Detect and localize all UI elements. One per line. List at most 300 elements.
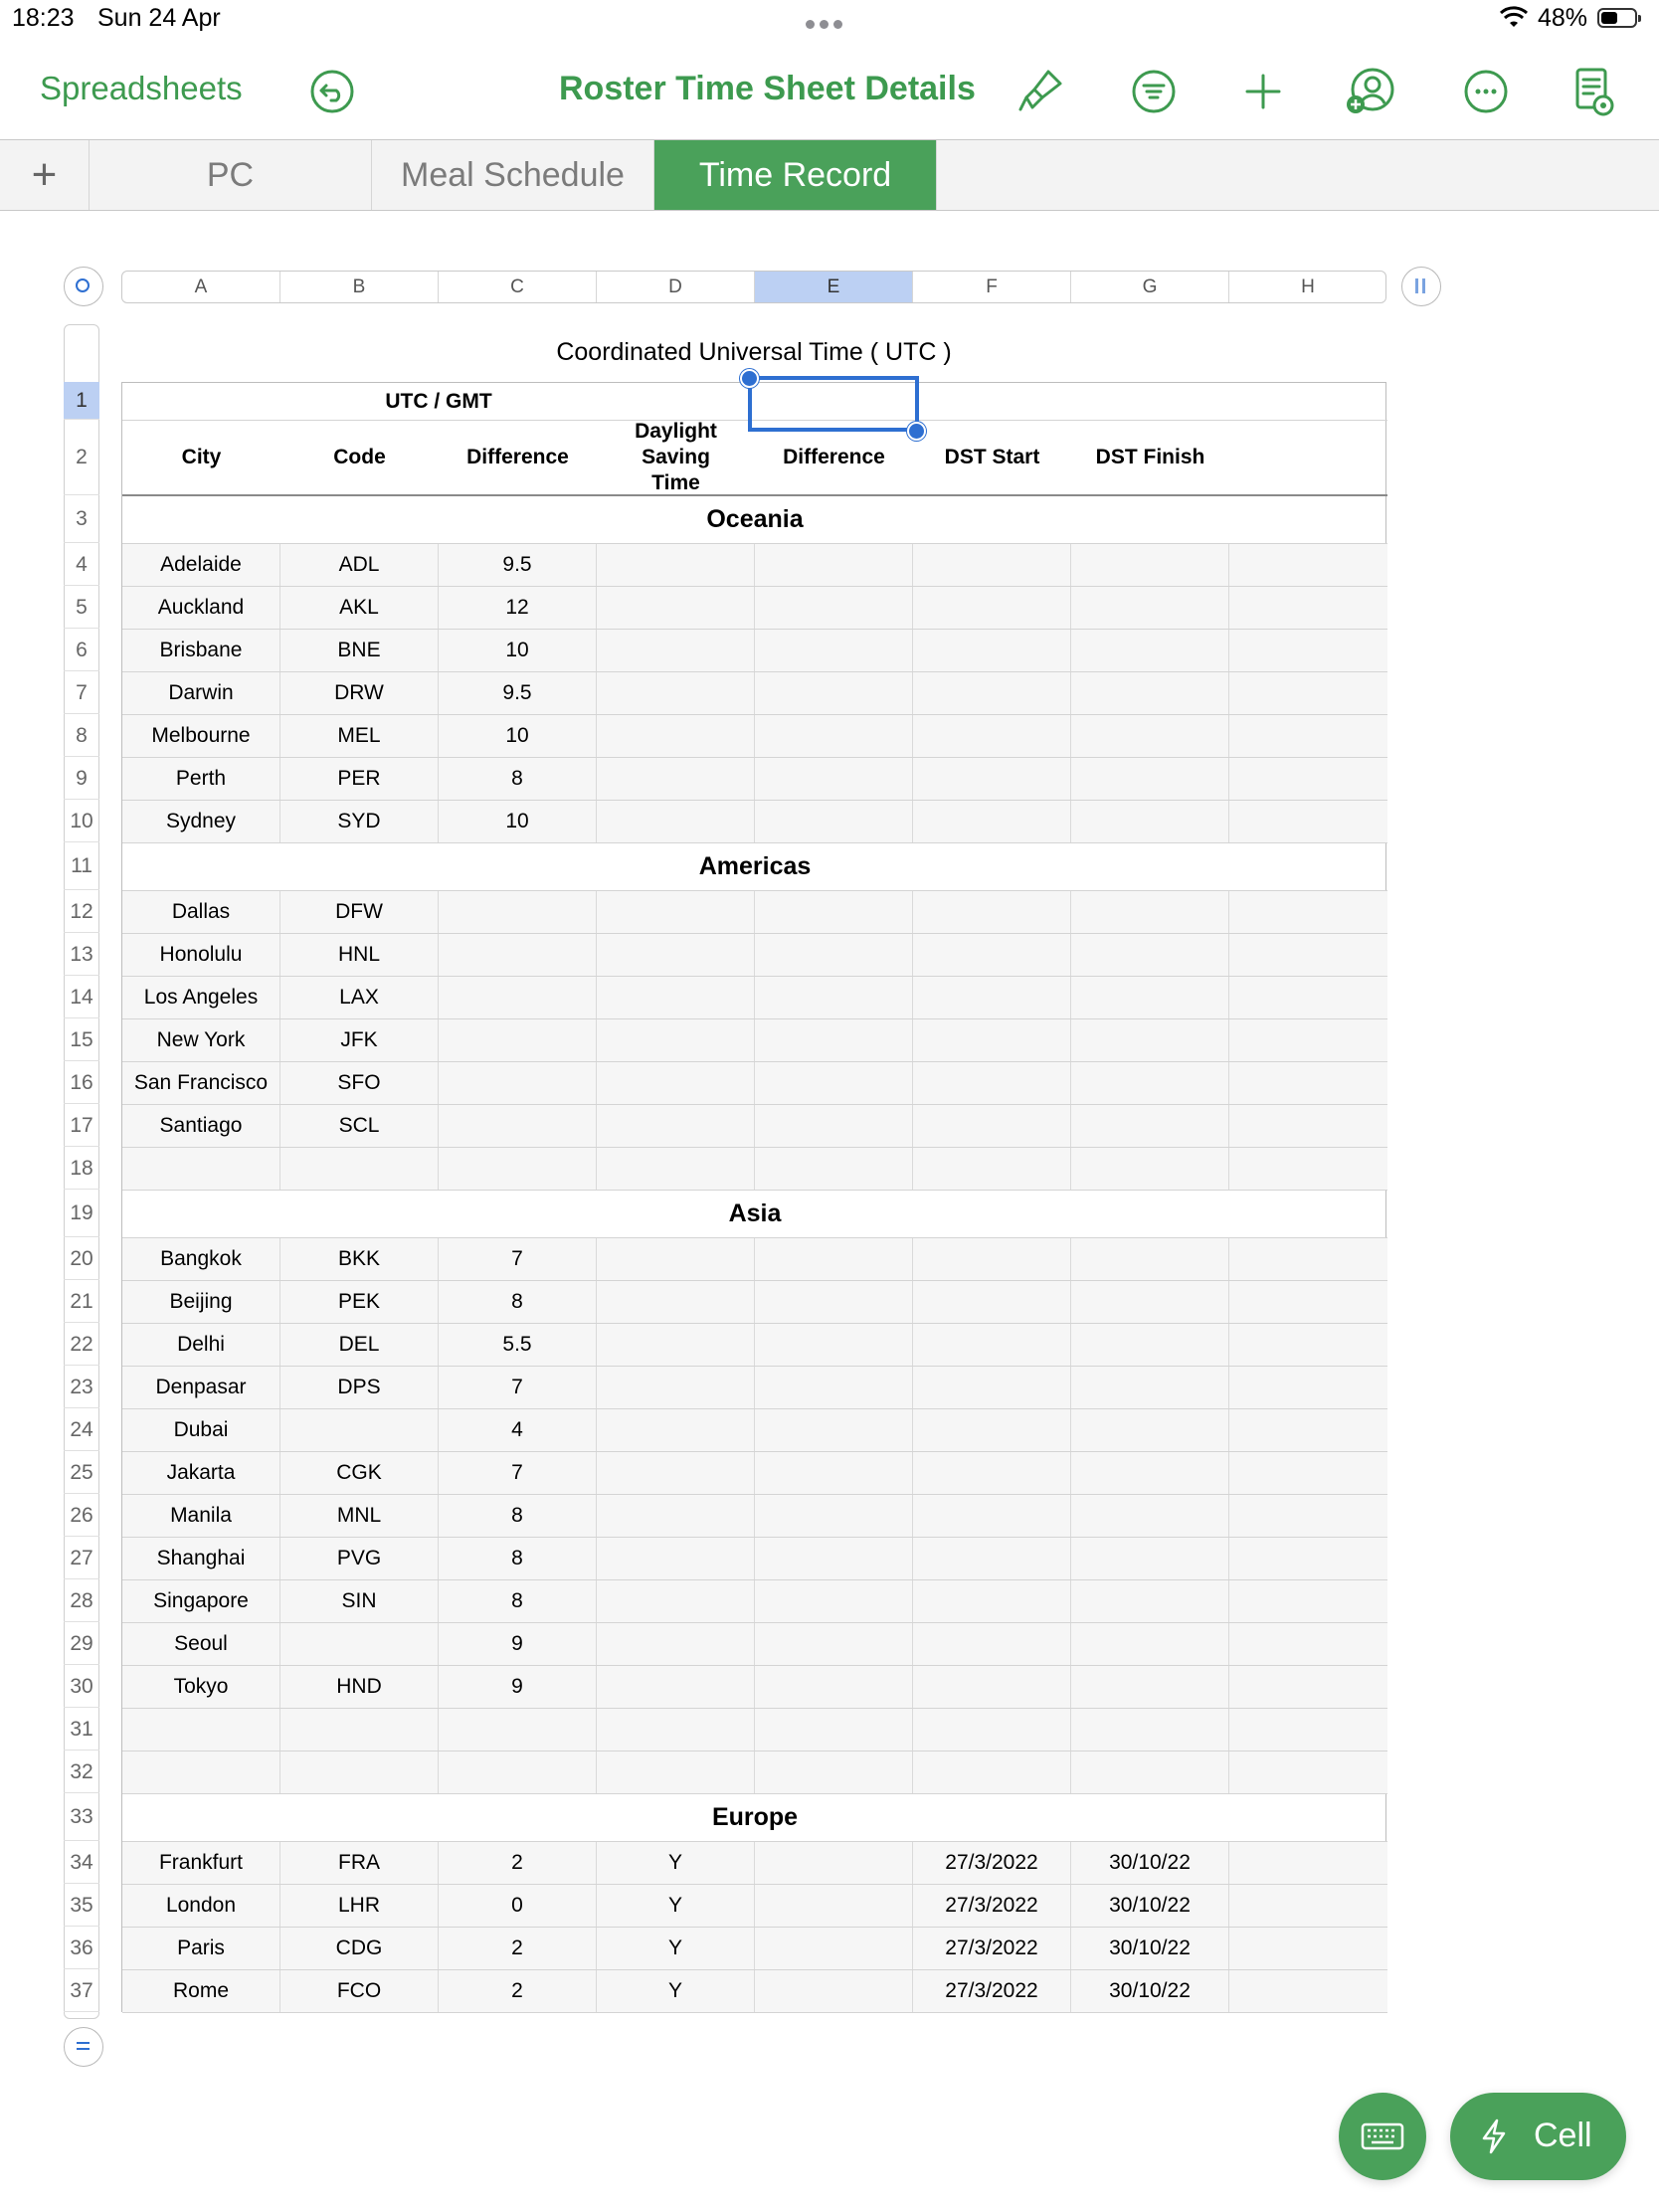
- cell-f27[interactable]: [913, 1538, 1071, 1579]
- cell-b36[interactable]: CDG: [280, 1928, 439, 1969]
- column-title-b[interactable]: Code: [333, 446, 386, 468]
- cell-d24[interactable]: [597, 1409, 755, 1451]
- keyboard-button[interactable]: [1339, 2093, 1426, 2180]
- cell-d35[interactable]: Y: [597, 1885, 755, 1927]
- section-label[interactable]: Americas: [698, 852, 812, 880]
- cell-c5[interactable]: 12: [439, 587, 597, 629]
- row-header-7[interactable]: 7: [64, 671, 99, 714]
- cell-h16[interactable]: [1229, 1062, 1387, 1104]
- cell-f20[interactable]: [913, 1238, 1071, 1280]
- cell-a34[interactable]: Frankfurt: [122, 1842, 280, 1884]
- row-header-22[interactable]: 22: [64, 1323, 99, 1366]
- section-label[interactable]: Asia: [728, 1199, 782, 1227]
- row-header-21[interactable]: 21: [64, 1280, 99, 1323]
- cell-a5[interactable]: Auckland: [122, 587, 280, 629]
- cell-e28[interactable]: [755, 1580, 913, 1622]
- cell-g35[interactable]: 30/10/22: [1071, 1885, 1229, 1927]
- section-label[interactable]: Europe: [711, 1803, 799, 1831]
- cell-f16[interactable]: [913, 1062, 1071, 1104]
- cell-d14[interactable]: [597, 977, 755, 1018]
- cell-f24[interactable]: [913, 1409, 1071, 1451]
- cell-e16[interactable]: [755, 1062, 913, 1104]
- cell-c9[interactable]: 8: [439, 758, 597, 800]
- cell-a20[interactable]: Bangkok: [122, 1238, 280, 1280]
- cell-e17[interactable]: [755, 1105, 913, 1147]
- cell-e27[interactable]: [755, 1538, 913, 1579]
- cell-b13[interactable]: HNL: [280, 934, 439, 976]
- document-title[interactable]: Roster Time Sheet Details: [559, 70, 976, 107]
- row-header-2[interactable]: 2: [64, 420, 99, 495]
- row-header-33[interactable]: 33: [64, 1793, 99, 1841]
- row-header-30[interactable]: 30: [64, 1665, 99, 1708]
- column-header-f[interactable]: F: [913, 272, 1071, 302]
- cell-h8[interactable]: [1229, 715, 1387, 757]
- cell-c31[interactable]: [439, 1709, 597, 1751]
- cell-g37[interactable]: 30/10/22: [1071, 1970, 1229, 2012]
- cell-a17[interactable]: Santiago: [122, 1105, 280, 1147]
- cell-c16[interactable]: [439, 1062, 597, 1104]
- cell-f17[interactable]: [913, 1105, 1071, 1147]
- cell-e8[interactable]: [755, 715, 913, 757]
- cell-h4[interactable]: [1229, 544, 1387, 586]
- cell-g15[interactable]: [1071, 1019, 1229, 1061]
- cell-c34[interactable]: 2: [439, 1842, 597, 1884]
- cell-g14[interactable]: [1071, 977, 1229, 1018]
- column-title-a[interactable]: City: [181, 446, 222, 468]
- cell-e37[interactable]: [755, 1970, 913, 2012]
- cell-e20[interactable]: [755, 1238, 913, 1280]
- undo-icon[interactable]: [304, 64, 360, 119]
- cell-a35[interactable]: London: [122, 1885, 280, 1927]
- cell-b21[interactable]: PEK: [280, 1281, 439, 1323]
- cell-h13[interactable]: [1229, 934, 1387, 976]
- column-title-e[interactable]: Difference: [783, 446, 885, 468]
- row-header-26[interactable]: 26: [64, 1494, 99, 1537]
- cell-f36[interactable]: 27/3/2022: [913, 1928, 1071, 1969]
- column-title-g[interactable]: DST Finish: [1095, 446, 1205, 468]
- cell-b16[interactable]: SFO: [280, 1062, 439, 1104]
- cell-e34[interactable]: [755, 1842, 913, 1884]
- cell-h21[interactable]: [1229, 1281, 1387, 1323]
- cell-d16[interactable]: [597, 1062, 755, 1104]
- cell-c21[interactable]: 8: [439, 1281, 597, 1323]
- cell-f31[interactable]: [913, 1709, 1071, 1751]
- cell-c12[interactable]: [439, 891, 597, 933]
- cell-h29[interactable]: [1229, 1623, 1387, 1665]
- cell-g4[interactable]: [1071, 544, 1229, 586]
- tab-pc[interactable]: PC: [90, 140, 372, 210]
- cell-c15[interactable]: [439, 1019, 597, 1061]
- cell-f7[interactable]: [913, 672, 1071, 714]
- add-icon[interactable]: [1235, 64, 1291, 119]
- column-resize-handle[interactable]: [1401, 267, 1441, 306]
- cell-g28[interactable]: [1071, 1580, 1229, 1622]
- cell-d31[interactable]: [597, 1709, 755, 1751]
- cell-e15[interactable]: [755, 1019, 913, 1061]
- cell-d4[interactable]: [597, 544, 755, 586]
- cell-h30[interactable]: [1229, 1666, 1387, 1708]
- cell-h7[interactable]: [1229, 672, 1387, 714]
- cell-c14[interactable]: [439, 977, 597, 1018]
- cell-h10[interactable]: [1229, 801, 1387, 842]
- cell-b29[interactable]: [280, 1623, 439, 1665]
- cell-a18[interactable]: [122, 1148, 280, 1190]
- cell-a6[interactable]: Brisbane: [122, 630, 280, 671]
- cell-c4[interactable]: 9.5: [439, 544, 597, 586]
- collaborate-icon[interactable]: [1343, 64, 1398, 119]
- cell-b12[interactable]: DFW: [280, 891, 439, 933]
- cell-a8[interactable]: Melbourne: [122, 715, 280, 757]
- cell-b28[interactable]: SIN: [280, 1580, 439, 1622]
- cell-g30[interactable]: [1071, 1666, 1229, 1708]
- row-header-6[interactable]: 6: [64, 629, 99, 671]
- cell-c30[interactable]: 9: [439, 1666, 597, 1708]
- selection-handle-bottom[interactable]: [907, 422, 926, 441]
- cell-f13[interactable]: [913, 934, 1071, 976]
- cell-f10[interactable]: [913, 801, 1071, 842]
- cell-c6[interactable]: 10: [439, 630, 597, 671]
- row-header-5[interactable]: 5: [64, 586, 99, 629]
- cell-d8[interactable]: [597, 715, 755, 757]
- cell-h28[interactable]: [1229, 1580, 1387, 1622]
- row-header-34[interactable]: 34: [64, 1841, 99, 1884]
- cell-h14[interactable]: [1229, 977, 1387, 1018]
- cell-g12[interactable]: [1071, 891, 1229, 933]
- cell-e9[interactable]: [755, 758, 913, 800]
- selection-handle-top[interactable]: [740, 369, 759, 388]
- cell-f34[interactable]: 27/3/2022: [913, 1842, 1071, 1884]
- cell-f30[interactable]: [913, 1666, 1071, 1708]
- cell-a27[interactable]: Shanghai: [122, 1538, 280, 1579]
- cell-c26[interactable]: 8: [439, 1495, 597, 1537]
- cell-e10[interactable]: [755, 801, 913, 842]
- cell-b8[interactable]: MEL: [280, 715, 439, 757]
- cell-b6[interactable]: BNE: [280, 630, 439, 671]
- add-sheet-button[interactable]: +: [0, 140, 90, 210]
- cell-g26[interactable]: [1071, 1495, 1229, 1537]
- cell-e29[interactable]: [755, 1623, 913, 1665]
- cell-d30[interactable]: [597, 1666, 755, 1708]
- row-header-31[interactable]: 31: [64, 1708, 99, 1751]
- cell-e21[interactable]: [755, 1281, 913, 1323]
- cell-f26[interactable]: [913, 1495, 1071, 1537]
- row-header-19[interactable]: 19: [64, 1190, 99, 1237]
- cell-h35[interactable]: [1229, 1885, 1387, 1927]
- cell-b9[interactable]: PER: [280, 758, 439, 800]
- cell-g36[interactable]: 30/10/22: [1071, 1928, 1229, 1969]
- cell-d29[interactable]: [597, 1623, 755, 1665]
- row-header-20[interactable]: 20: [64, 1237, 99, 1280]
- cell-c20[interactable]: 7: [439, 1238, 597, 1280]
- cell-e4[interactable]: [755, 544, 913, 586]
- cell-g25[interactable]: [1071, 1452, 1229, 1494]
- cell-b26[interactable]: MNL: [280, 1495, 439, 1537]
- cell-e6[interactable]: [755, 630, 913, 671]
- row-header-13[interactable]: 13: [64, 933, 99, 976]
- cell-a25[interactable]: Jakarta: [122, 1452, 280, 1494]
- cell-d13[interactable]: [597, 934, 755, 976]
- cell-g22[interactable]: [1071, 1324, 1229, 1366]
- spreadsheets-back-button[interactable]: Spreadsheets: [40, 70, 243, 106]
- cell-a10[interactable]: Sydney: [122, 801, 280, 842]
- cell-f32[interactable]: [913, 1751, 1071, 1793]
- cell-e7[interactable]: [755, 672, 913, 714]
- cell-f6[interactable]: [913, 630, 1071, 671]
- cell-h27[interactable]: [1229, 1538, 1387, 1579]
- cell-c36[interactable]: 2: [439, 1928, 597, 1969]
- cell-b14[interactable]: LAX: [280, 977, 439, 1018]
- header-utc-gmt[interactable]: UTC / GMT: [385, 389, 492, 413]
- cell-g10[interactable]: [1071, 801, 1229, 842]
- cell-c10[interactable]: 10: [439, 801, 597, 842]
- row-header-8[interactable]: 8: [64, 714, 99, 757]
- cell-c17[interactable]: [439, 1105, 597, 1147]
- column-title-f[interactable]: DST Start: [944, 446, 1040, 468]
- cell-h36[interactable]: [1229, 1928, 1387, 1969]
- cell-e24[interactable]: [755, 1409, 913, 1451]
- tab-meal-schedule[interactable]: Meal Schedule: [372, 140, 654, 210]
- cell-g17[interactable]: [1071, 1105, 1229, 1147]
- cell-f22[interactable]: [913, 1324, 1071, 1366]
- cell-b10[interactable]: SYD: [280, 801, 439, 842]
- cell-g7[interactable]: [1071, 672, 1229, 714]
- row-header-16[interactable]: 16: [64, 1061, 99, 1104]
- row-header-37[interactable]: 37: [64, 1969, 99, 2012]
- row-header-25[interactable]: 25: [64, 1451, 99, 1494]
- cell-d28[interactable]: [597, 1580, 755, 1622]
- format-brush-icon[interactable]: [1013, 64, 1068, 119]
- cell-g34[interactable]: 30/10/22: [1071, 1842, 1229, 1884]
- cell-g32[interactable]: [1071, 1751, 1229, 1793]
- cell-e35[interactable]: [755, 1885, 913, 1927]
- cell-h25[interactable]: [1229, 1452, 1387, 1494]
- cell-h15[interactable]: [1229, 1019, 1387, 1061]
- row-header-29[interactable]: 29: [64, 1622, 99, 1665]
- cell-b25[interactable]: CGK: [280, 1452, 439, 1494]
- cell-f12[interactable]: [913, 891, 1071, 933]
- cell-c29[interactable]: 9: [439, 1623, 597, 1665]
- column-title-c[interactable]: Difference: [466, 446, 569, 468]
- cell-h34[interactable]: [1229, 1842, 1387, 1884]
- cell-d26[interactable]: [597, 1495, 755, 1537]
- cell-a13[interactable]: Honolulu: [122, 934, 280, 976]
- cell-a32[interactable]: [122, 1751, 280, 1793]
- cell-a7[interactable]: Darwin: [122, 672, 280, 714]
- cell-h32[interactable]: [1229, 1751, 1387, 1793]
- cell-b23[interactable]: DPS: [280, 1367, 439, 1408]
- cell-f15[interactable]: [913, 1019, 1071, 1061]
- filter-icon[interactable]: [1126, 64, 1182, 119]
- cell-d5[interactable]: [597, 587, 755, 629]
- cell-g8[interactable]: [1071, 715, 1229, 757]
- cell-d23[interactable]: [597, 1367, 755, 1408]
- row-header-18[interactable]: 18: [64, 1147, 99, 1190]
- cell-f8[interactable]: [913, 715, 1071, 757]
- select-table-handle[interactable]: [64, 267, 103, 306]
- cell-h9[interactable]: [1229, 758, 1387, 800]
- cell-selection[interactable]: [748, 376, 919, 432]
- cell-g24[interactable]: [1071, 1409, 1229, 1451]
- cell-c35[interactable]: 0: [439, 1885, 597, 1927]
- cell-b34[interactable]: FRA: [280, 1842, 439, 1884]
- row-header-15[interactable]: 15: [64, 1018, 99, 1061]
- cell-c27[interactable]: 8: [439, 1538, 597, 1579]
- cell-g21[interactable]: [1071, 1281, 1229, 1323]
- cell-b4[interactable]: ADL: [280, 544, 439, 586]
- cell-b30[interactable]: HND: [280, 1666, 439, 1708]
- row-header-27[interactable]: 27: [64, 1537, 99, 1579]
- cell-d22[interactable]: [597, 1324, 755, 1366]
- cell-g27[interactable]: [1071, 1538, 1229, 1579]
- column-header-c[interactable]: C: [439, 272, 597, 302]
- cell-g18[interactable]: [1071, 1148, 1229, 1190]
- row-header-12[interactable]: 12: [64, 890, 99, 933]
- cell-a24[interactable]: Dubai: [122, 1409, 280, 1451]
- cell-f28[interactable]: [913, 1580, 1071, 1622]
- cell-g23[interactable]: [1071, 1367, 1229, 1408]
- cell-g13[interactable]: [1071, 934, 1229, 976]
- column-header-g[interactable]: G: [1071, 272, 1229, 302]
- cell-g20[interactable]: [1071, 1238, 1229, 1280]
- cell-b32[interactable]: [280, 1751, 439, 1793]
- cell-h31[interactable]: [1229, 1709, 1387, 1751]
- cell-b18[interactable]: [280, 1148, 439, 1190]
- cell-b31[interactable]: [280, 1709, 439, 1751]
- multitasking-dots-icon[interactable]: [806, 16, 847, 34]
- row-header-10[interactable]: 10: [64, 800, 99, 842]
- cell-d32[interactable]: [597, 1751, 755, 1793]
- cell-e26[interactable]: [755, 1495, 913, 1537]
- cell-e13[interactable]: [755, 934, 913, 976]
- cell-a22[interactable]: Delhi: [122, 1324, 280, 1366]
- row-header-24[interactable]: 24: [64, 1408, 99, 1451]
- cell-a14[interactable]: Los Angeles: [122, 977, 280, 1018]
- cell-e12[interactable]: [755, 891, 913, 933]
- cell-f37[interactable]: 27/3/2022: [913, 1970, 1071, 2012]
- cell-f9[interactable]: [913, 758, 1071, 800]
- cell-f21[interactable]: [913, 1281, 1071, 1323]
- cell-a37[interactable]: Rome: [122, 1970, 280, 2012]
- cell-h6[interactable]: [1229, 630, 1387, 671]
- cell-b24[interactable]: [280, 1409, 439, 1451]
- cell-f14[interactable]: [913, 977, 1071, 1018]
- cell-d20[interactable]: [597, 1238, 755, 1280]
- row-header-14[interactable]: 14: [64, 976, 99, 1018]
- cell-a16[interactable]: San Francisco: [122, 1062, 280, 1104]
- cell-f29[interactable]: [913, 1623, 1071, 1665]
- cell-a15[interactable]: New York: [122, 1019, 280, 1061]
- add-row-handle[interactable]: [64, 2027, 103, 2067]
- cell-d15[interactable]: [597, 1019, 755, 1061]
- row-header-3[interactable]: 3: [64, 495, 99, 543]
- column-header-d[interactable]: D: [597, 272, 755, 302]
- cell-d18[interactable]: [597, 1148, 755, 1190]
- cell-d27[interactable]: [597, 1538, 755, 1579]
- cell-a12[interactable]: Dallas: [122, 891, 280, 933]
- cell-c32[interactable]: [439, 1751, 597, 1793]
- cell-d25[interactable]: [597, 1452, 755, 1494]
- cell-d36[interactable]: Y: [597, 1928, 755, 1969]
- cell-e25[interactable]: [755, 1452, 913, 1494]
- more-icon[interactable]: [1458, 64, 1514, 119]
- cell-c18[interactable]: [439, 1148, 597, 1190]
- cell-b5[interactable]: AKL: [280, 587, 439, 629]
- cell-d10[interactable]: [597, 801, 755, 842]
- cell-d6[interactable]: [597, 630, 755, 671]
- row-header-28[interactable]: 28: [64, 1579, 99, 1622]
- cell-a31[interactable]: [122, 1709, 280, 1751]
- cell-d21[interactable]: [597, 1281, 755, 1323]
- cell-e31[interactable]: [755, 1709, 913, 1751]
- cell-g29[interactable]: [1071, 1623, 1229, 1665]
- row-header-4[interactable]: 4: [64, 543, 99, 586]
- cell-a28[interactable]: Singapore: [122, 1580, 280, 1622]
- cell-g9[interactable]: [1071, 758, 1229, 800]
- row-header-32[interactable]: 32: [64, 1751, 99, 1793]
- cell-a9[interactable]: Perth: [122, 758, 280, 800]
- cell-e36[interactable]: [755, 1928, 913, 1969]
- cell-a30[interactable]: Tokyo: [122, 1666, 280, 1708]
- column-title-h[interactable]: [1229, 421, 1387, 494]
- cell-e22[interactable]: [755, 1324, 913, 1366]
- cell-c28[interactable]: 8: [439, 1580, 597, 1622]
- cell-d34[interactable]: Y: [597, 1842, 755, 1884]
- cell-e30[interactable]: [755, 1666, 913, 1708]
- row-header-9[interactable]: 9: [64, 757, 99, 800]
- cell-c13[interactable]: [439, 934, 597, 976]
- column-header-e[interactable]: E: [755, 272, 913, 302]
- row-header-35[interactable]: 35: [64, 1884, 99, 1927]
- cell-b7[interactable]: DRW: [280, 672, 439, 714]
- cell-c37[interactable]: 2: [439, 1970, 597, 2012]
- cell-c8[interactable]: 10: [439, 715, 597, 757]
- cell-f25[interactable]: [913, 1452, 1071, 1494]
- cell-g6[interactable]: [1071, 630, 1229, 671]
- row-header-36[interactable]: 36: [64, 1927, 99, 1969]
- cell-a23[interactable]: Denpasar: [122, 1367, 280, 1408]
- row-header-17[interactable]: 17: [64, 1104, 99, 1147]
- cell-h5[interactable]: [1229, 587, 1387, 629]
- column-header-h[interactable]: H: [1229, 272, 1386, 302]
- cell-b37[interactable]: FCO: [280, 1970, 439, 2012]
- cell-h26[interactable]: [1229, 1495, 1387, 1537]
- section-label[interactable]: Oceania: [706, 505, 804, 533]
- cell-d37[interactable]: Y: [597, 1970, 755, 2012]
- cell-c25[interactable]: 7: [439, 1452, 597, 1494]
- cell-b22[interactable]: DEL: [280, 1324, 439, 1366]
- cell-h17[interactable]: [1229, 1105, 1387, 1147]
- column-header-a[interactable]: A: [122, 272, 280, 302]
- cell-a36[interactable]: Paris: [122, 1928, 280, 1969]
- cell-e32[interactable]: [755, 1751, 913, 1793]
- cell-b20[interactable]: BKK: [280, 1238, 439, 1280]
- cell-e23[interactable]: [755, 1367, 913, 1408]
- cell-d17[interactable]: [597, 1105, 755, 1147]
- cell-f4[interactable]: [913, 544, 1071, 586]
- document-view-icon[interactable]: [1566, 64, 1621, 119]
- cell-a21[interactable]: Beijing: [122, 1281, 280, 1323]
- cell-b15[interactable]: JFK: [280, 1019, 439, 1061]
- cell-e18[interactable]: [755, 1148, 913, 1190]
- column-title-d[interactable]: Daylight Saving Time: [635, 420, 717, 494]
- cell-c24[interactable]: 4: [439, 1409, 597, 1451]
- row-header-11[interactable]: 11: [64, 842, 99, 890]
- cell-f35[interactable]: 27/3/2022: [913, 1885, 1071, 1927]
- cell-c23[interactable]: 7: [439, 1367, 597, 1408]
- row-header-1[interactable]: 1: [64, 382, 99, 420]
- cell-h12[interactable]: [1229, 891, 1387, 933]
- table-title[interactable]: Coordinated Universal Time ( UTC ): [556, 338, 952, 366]
